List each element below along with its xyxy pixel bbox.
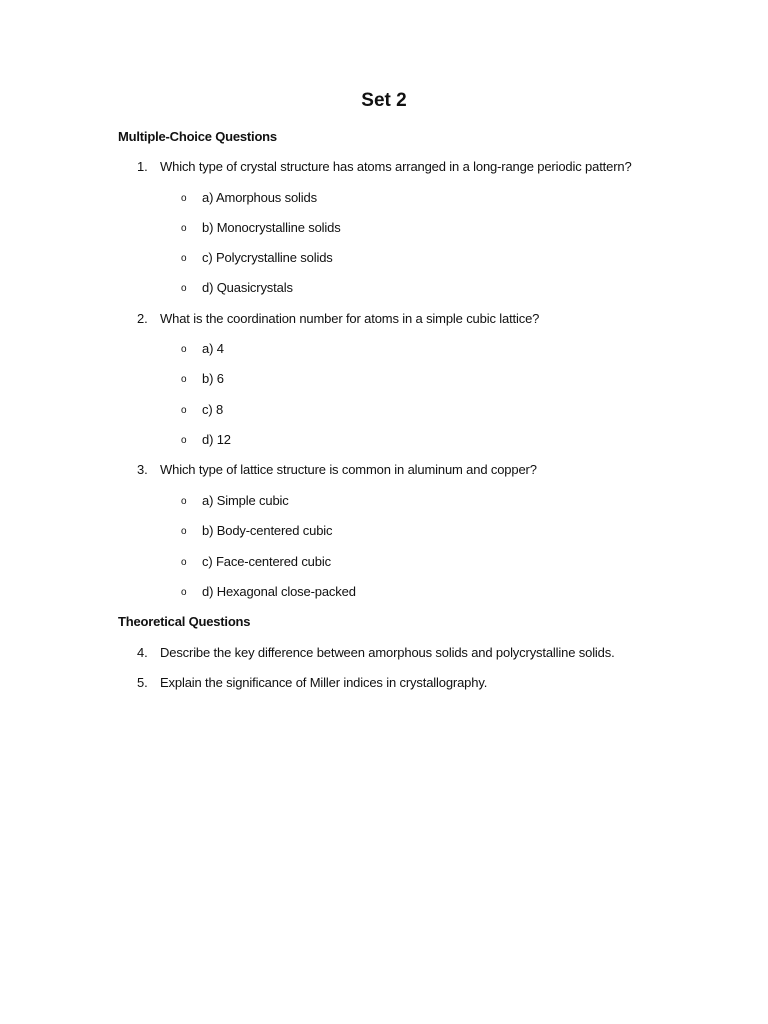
option-text: b) 6 (202, 371, 224, 386)
option-text: a) Amorphous solids (202, 190, 317, 205)
bullet-icon: o (181, 253, 187, 264)
option-text: c) Polycrystalline solids (202, 250, 333, 265)
question-3 (137, 461, 537, 479)
option-1d (181, 279, 293, 298)
question-4 (137, 644, 615, 662)
question-2 (137, 310, 539, 328)
option-text: d) Hexagonal close-packed (202, 584, 356, 599)
option-text: b) Monocrystalline solids (202, 220, 341, 235)
option-text: a) 4 (202, 341, 224, 356)
option-3a (181, 492, 289, 511)
question-5 (137, 674, 487, 692)
question-text: Describe the key difference between amorphous solids and polycrystalline solids. (160, 645, 615, 660)
option-text: c) Face-centered cubic (202, 554, 331, 569)
page-title: Set 2 (361, 90, 407, 111)
option-3c (181, 553, 331, 572)
bullet-icon: o (181, 223, 187, 234)
bullet-icon: o (181, 526, 187, 537)
question-number: 3. (137, 462, 148, 477)
section-heading-multiple-choice: Multiple-Choice Questions (118, 129, 277, 144)
option-text: c) 8 (202, 402, 224, 417)
option-2d (181, 431, 231, 450)
question-number: 2. (137, 311, 148, 326)
bullet-icon: o (181, 496, 187, 507)
bullet-icon: o (181, 435, 187, 446)
option-2b (181, 370, 224, 389)
bullet-icon: o (181, 283, 187, 294)
option-1c (181, 249, 333, 268)
option-3b (181, 522, 332, 541)
question-text: Explain the significance of Miller indices in crystallography. (160, 675, 488, 690)
bullet-icon: o (181, 405, 187, 416)
option-2a (181, 340, 224, 359)
bullet-icon: o (181, 587, 187, 598)
question-number: 1. (137, 159, 148, 174)
option-text: d) 12 (202, 432, 231, 447)
option-1a (181, 189, 317, 208)
question-text: Which type of lattice structure is common in aluminum and copper? (160, 462, 537, 477)
section-heading-theoretical: Theoretical Questions (118, 614, 251, 629)
option-1b (181, 219, 341, 238)
question-number: 4. (137, 645, 148, 660)
question-number: 5. (137, 675, 148, 690)
option-3d (181, 583, 356, 602)
bullet-icon: o (181, 557, 187, 568)
question-text: What is the coordination number for atoms in a simple cubic lattice? (160, 311, 540, 326)
option-text: a) Simple cubic (202, 493, 289, 508)
bullet-icon: o (181, 374, 187, 385)
option-2c (181, 401, 223, 420)
question-1 (137, 158, 632, 176)
question-text: Which type of crystal structure has atoms arranged in a long-range periodic pattern? (160, 159, 632, 174)
option-text: b) Body-centered cubic (202, 523, 333, 538)
option-text: d) Quasicrystals (202, 280, 293, 295)
bullet-icon: o (181, 193, 187, 204)
bullet-icon: o (181, 344, 187, 355)
